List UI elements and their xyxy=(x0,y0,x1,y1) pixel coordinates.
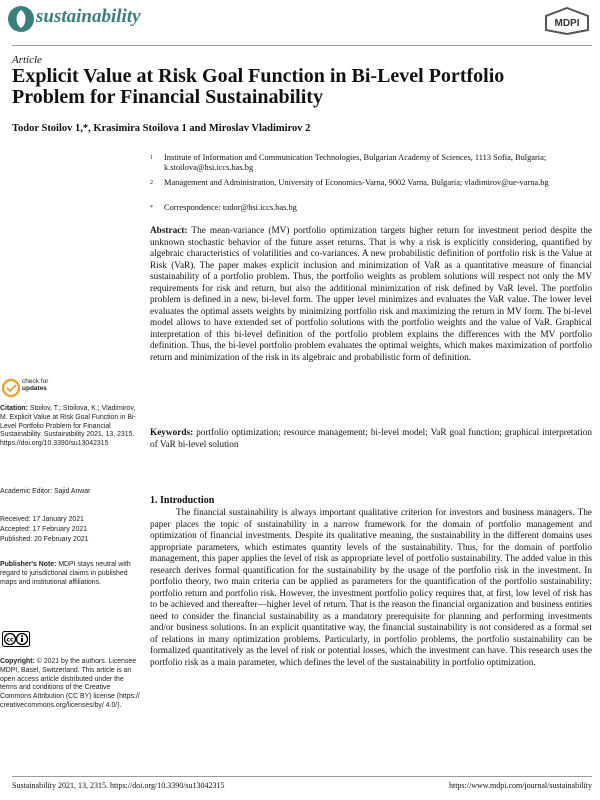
header-divider xyxy=(12,45,592,46)
article-type: Article xyxy=(12,54,42,66)
accepted-date: Accepted: 17 February 2021 xyxy=(0,526,87,533)
keywords-label: Keywords: xyxy=(150,428,194,438)
copyright: Copyright: © 2021 by the authors. Licensee MDPI, Basel, Switzerland. This article is an open access article distributed under the terms and conditions of the Creative Commons Attribution (CC BY) license (https:// creativecommons.org/licenses/by/ 4.0/). xyxy=(0,658,140,709)
footer-url[interactable]: https://www.mdpi.com/journal/sustainability xyxy=(448,781,592,790)
publishers-note: Publisher's Note: MDPI stays neutral with regard to jurisdictional claims in published maps and institutional affiliations. xyxy=(0,561,131,586)
authors: Todor Stoilov 1,*, Krasimira Stoilova 1 and Miroslav Vladimirov 2 xyxy=(12,123,311,134)
received-date: Received: 17 January 2021 xyxy=(0,516,84,523)
journal-name: sustainability xyxy=(36,6,141,27)
affiliation-2: 2 Management and Administration, University of Economics-Varna, 9002 Varna, Bulgaria; vladimirov@ue-varna.bg xyxy=(150,178,549,187)
publisher-name: MDPI xyxy=(554,18,580,29)
svg-text:cc: cc xyxy=(6,636,14,644)
sustainability-logo-icon xyxy=(6,4,36,34)
citation: Citation: Stoilov, T.; Stoilova, K.; Vladimirov, M. Explicit Value at Risk Goal Function in Bi-Level Portfolio Problem for Financial Sustainability. Sustainability 2021, 13, 2315. https://doi.org/10.3390/su13042315 xyxy=(0,405,136,448)
creative-commons-icon xyxy=(2,631,30,647)
abstract xyxy=(150,226,592,364)
section-heading: 1. Introduction xyxy=(150,495,215,506)
abstract-text: The mean-variance (MV) portfolio optimization targets higher return for investment period despite the unknown stochastic behavior of the future asset returns. That is why a risk is explicitly considering, quantified by algebraic characteristics of volatilities and co-variances. A new probabilistic definition of portfolio risk is the Value at Risk (VaR). The paper makes explicit inclusion and minimization of VaR as a quantitative measure of financial sustainability of a portfolio problem. Thus, the portfolio weights as problem solutions will respect not only the MV requirements for risk and return, but also the additional minimization of risk defined by VaR level. The portfolio problem is defined in a new, bi-level form. The upper level minimizes and evaluates the VaR value. The lower level evaluates the optimal assets weights by minimizing portfolio risk and maximizing the return in MV form. The bi-level model allows to have extended set of portfolio solutions with the portfolio weights and the value of VaR. Graphical interpretation of this bi-level definition of the portfolio problem explains the differences with the MV portfolio definition. Thus, the bi-level portfolio problem evaluates the optimal weights, which makes maximization of portfolio return and minimization of the risk in its algebraic and probabilistic form of definition. xyxy=(150,226,592,363)
keywords-text: portfolio optimization; resource management; bi-level model; VaR goal function; graphical interpretation of VaR bi-level solution xyxy=(150,428,593,450)
correspondence: * Correspondence: todor@hsi.iccs.bas.bg xyxy=(150,203,297,212)
academic-editor: Academic Editor: Sajid Anwar xyxy=(0,488,91,495)
keywords xyxy=(150,428,592,451)
check-for-updates-label[interactable]: check for updates xyxy=(22,378,49,392)
paper-title: Explicit Value at Risk Goal Function in Bi-Level Portfolio Problem for Financial Sustainability xyxy=(12,65,505,108)
footer-divider xyxy=(12,776,592,777)
mdpi-logo-icon xyxy=(540,6,594,36)
published-date: Published: 20 February 2021 xyxy=(0,536,89,543)
footer-citation: Sustainability 2021, 13, 2315. https://doi.org/10.3390/su13042315 xyxy=(12,781,225,790)
affiliation-1: 1 Institute of Information and Communication Technologies, Bulgarian Academy of Sciences, 1113 Sofia, Bulgaria; k.stoilova@hsi.iccs.bas.bg xyxy=(150,153,547,172)
introduction-text: The financial sustainability is always important qualitative criterion for investors and business managers. The paper places the topic of sustainability in a narrow framework for the domain of portfolio management and optimization of financial investments. Despite its qualitative meaning, the sustainability in the different domains uses appropriate parameters, which estimates quantity levels of the sustainability. Thus, for the domain of portfolio management, this paper applies the level of risk as appropriate level of portfolio sustainability. The added value in this research derives formal quantification for the sustainability by the usage of the portfolio risk in the investment. In portfolio theory, two main criteria can be applied as parameters for the quantification of the portfolio sustainability: portfolio return and portfolio risk. However, the investment portfolio policy requires that, at first, low level of risk has to be achieved and thereafter—higher level of return. That is the reason the financial organization and business entities need to consider the financial sustainability as a mandatory prerequisite for planning and performing investments and/or business solutions. In an explicit quantitative way, the financial sustainability is not considered as a formal set of relations in many optimization problems. Particularly, in portfolio problems, the portfolio sustainability can be formalized quantitatively as the level of risk or potential losses, which the investment can have. This research uses the portfolio risk as a main parameter, which defines the level of the sustainability in portfolio optimization. xyxy=(150,508,592,668)
abstract-label: Abstract: xyxy=(150,226,188,236)
